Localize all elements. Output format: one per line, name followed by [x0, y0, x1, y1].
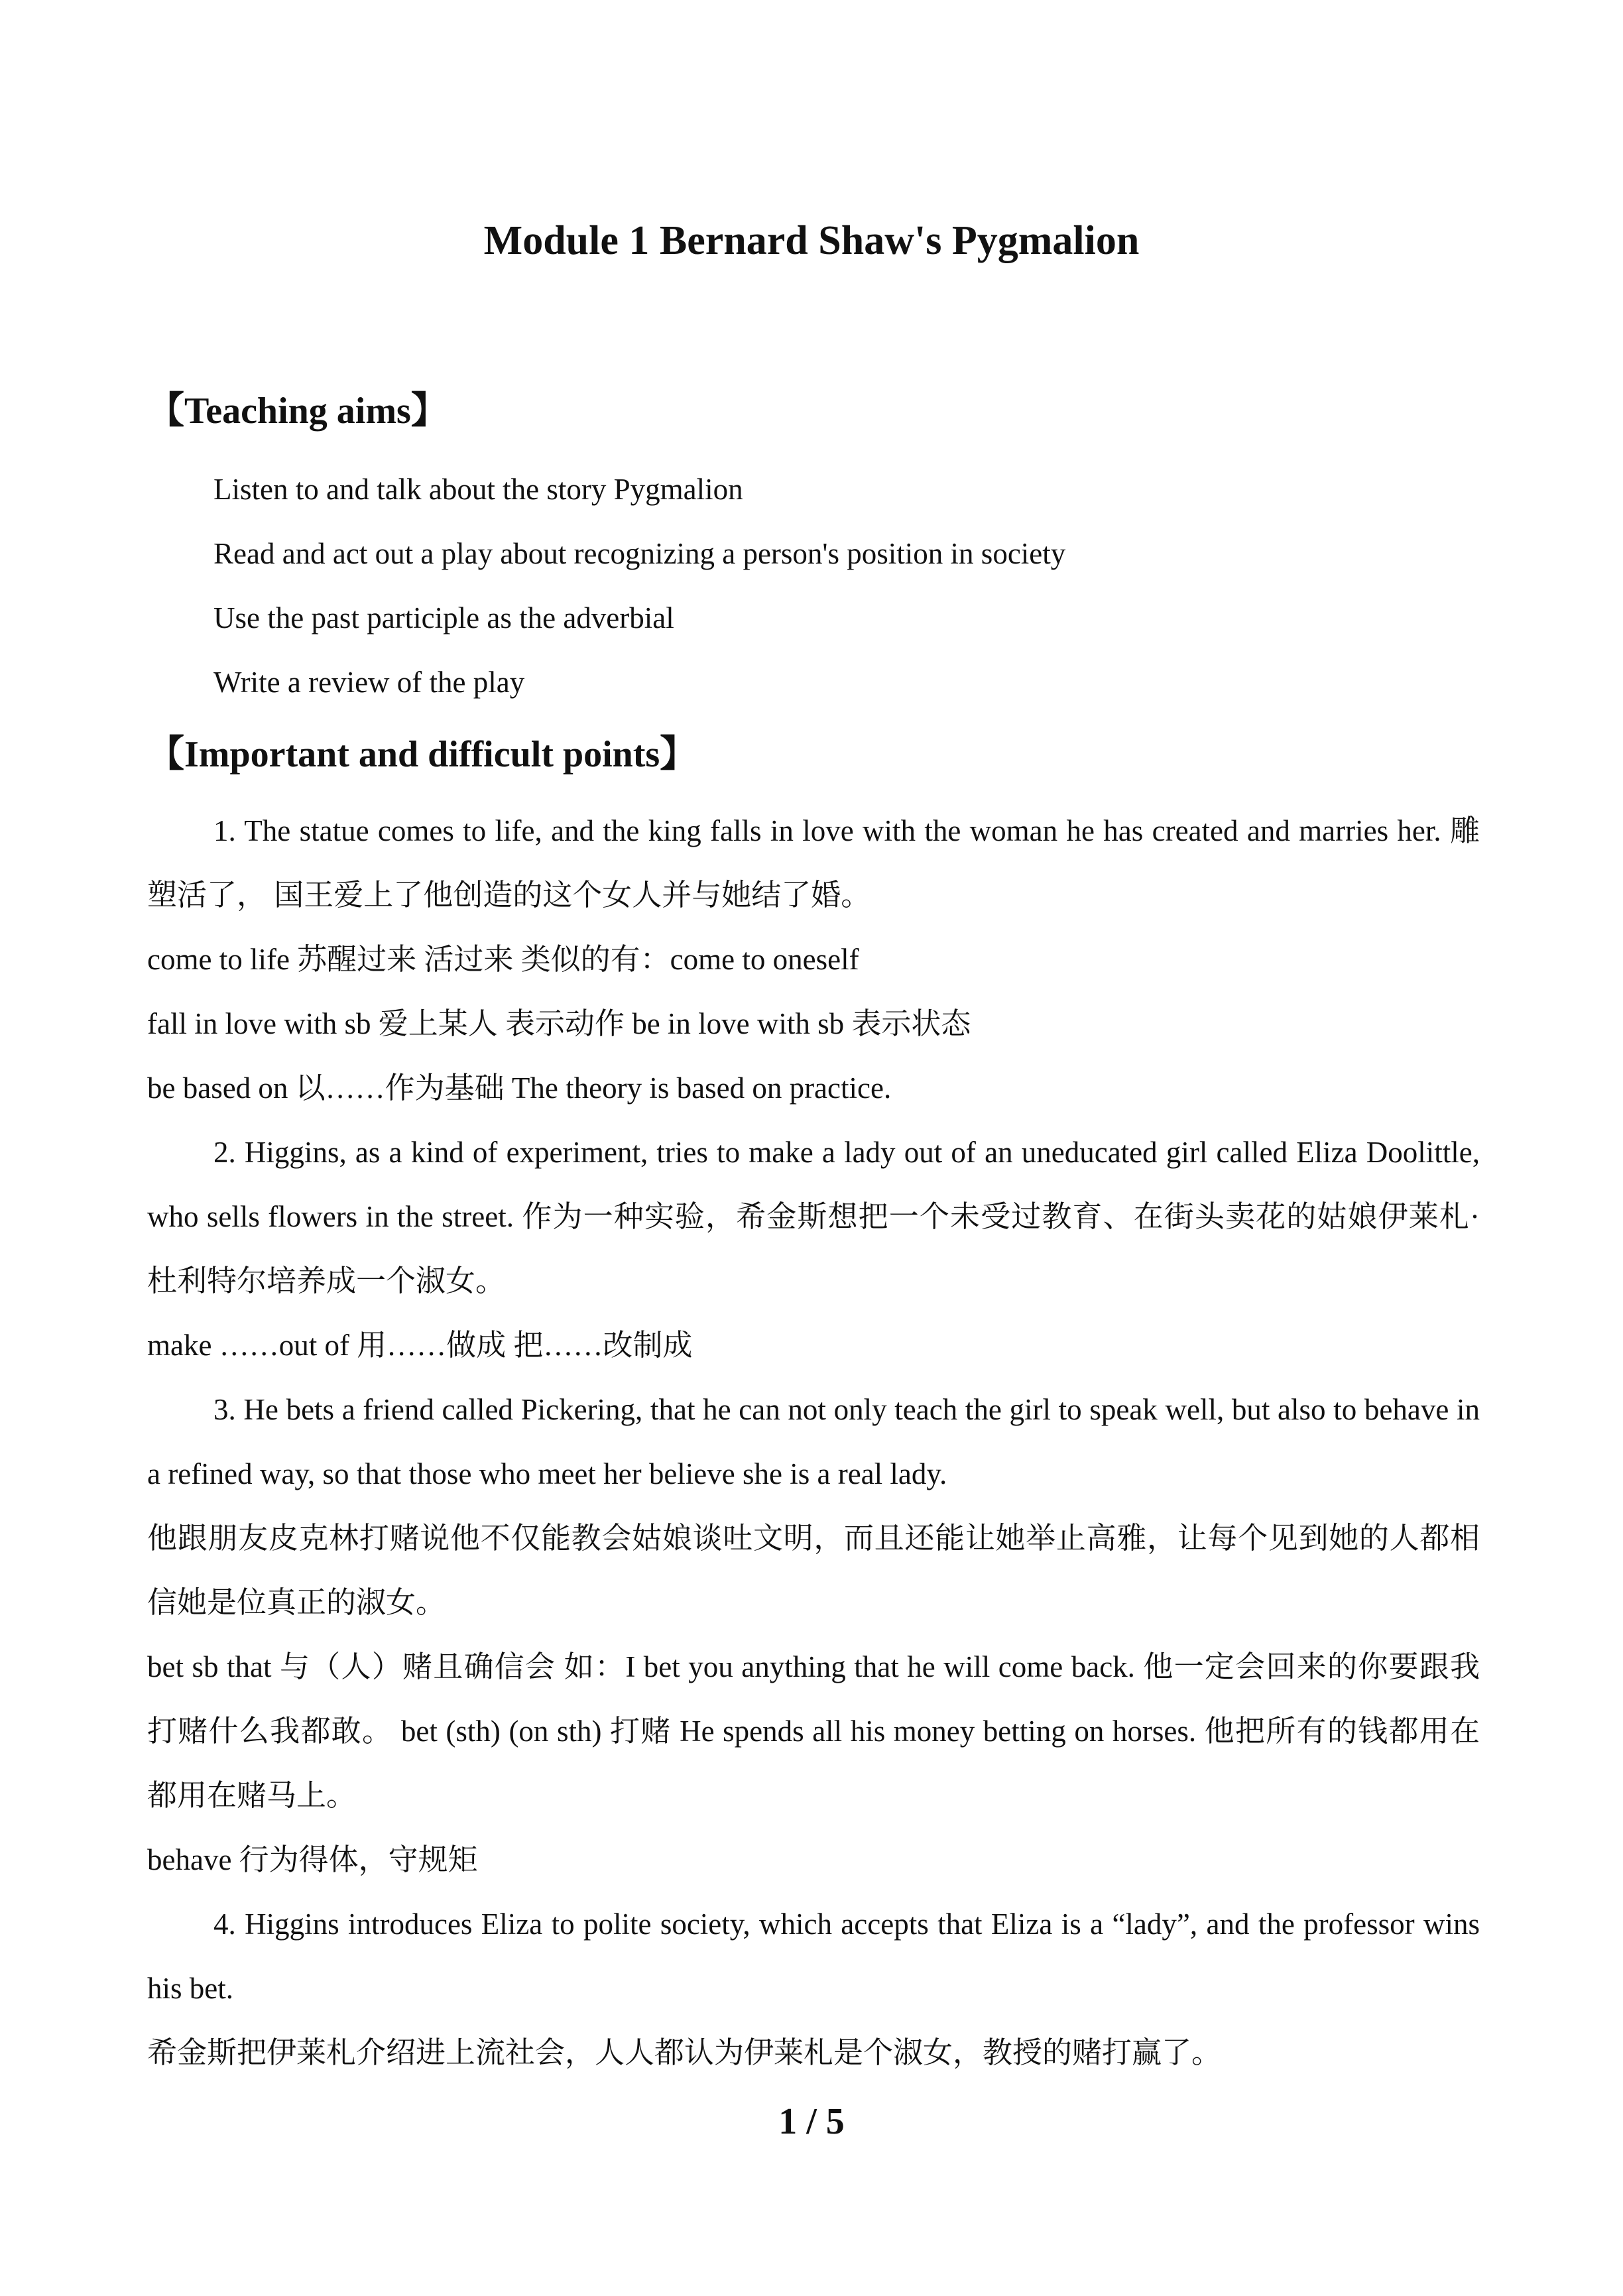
- point-note: behave 行为得体，守规矩: [147, 1843, 478, 1876]
- point-note: bet sb that 与（人）赌且确信会 如：I bet you anything that he will come back. 他一定会回来的你要跟我打赌什么我都敢。 bet (sth) (on sth) 打赌 He spends all his money betting on horses. 他把所有的钱都用在都用在赌马上。: [147, 1650, 1480, 1812]
- list-item: Listen to and talk about the story Pygmalion: [213, 473, 743, 506]
- teaching-aims-list: [147, 457, 1480, 715]
- point-note: make ……out of 用……做成 把……改制成: [147, 1329, 693, 1362]
- list-item: Use the past participle as the adverbial: [213, 601, 674, 634]
- point-paragraph: 1. The statue comes to life, and the king falls in love with the woman he has created and marries her. 雕塑活了， 国王爱上了他创造的这个女人并与她结了婚。: [147, 814, 1480, 912]
- point-note: fall in love with sb 爱上某人 表示动作 be in love with sb 表示状态: [147, 1007, 971, 1040]
- important-points-heading: 【Important and difficult points】: [147, 734, 697, 775]
- point-translation: 希金斯把伊莱札介绍进上流社会，人人都认为伊莱札是个淑女，教授的赌打赢了。: [147, 2036, 1222, 2069]
- list-item: Write a review of the play: [213, 666, 525, 699]
- point-paragraph: 4. Higgins introduces Eliza to polite society, which accepts that Eliza is a “lady”, and the professor wins his bet.: [147, 1907, 1480, 2005]
- point-paragraph: 3. He bets a friend called Pickering, that he can not only teach the girl to speak well, but also to behave in a refined way, so that those who meet her believe she is a real lady.: [147, 1393, 1480, 1490]
- point-note: come to life 苏醒过来 活过来 类似的有：come to oneself: [147, 943, 859, 976]
- important-points-content: [147, 799, 1480, 2085]
- point-translation: 他跟朋友皮克林打赌说他不仅能教会姑娘谈吐文明，而且还能让她举止高雅，让每个见到她的人都相信她是位真正的淑女。: [147, 1522, 1480, 1619]
- list-item: Read and act out a play about recognizing a person's position in society: [213, 537, 1066, 570]
- point-note: be based on 以……作为基础 The theory is based on practice.: [147, 1071, 892, 1105]
- page-number: 1 / 5: [778, 2101, 845, 2142]
- document-title: Module 1 Bernard Shaw's Pygmalion: [483, 218, 1140, 263]
- teaching-aims-heading: 【Teaching aims】: [147, 391, 448, 432]
- point-paragraph: 2. Higgins, as a kind of experiment, tries to make a lady out of an uneducated girl called Eliza Doolittle, who sells flowers in the street. 作为一种实验，希金斯想把一个未受过教育、在街头卖花的姑娘伊莱札·杜利特尔培养成一个淑女。: [147, 1136, 1480, 1298]
